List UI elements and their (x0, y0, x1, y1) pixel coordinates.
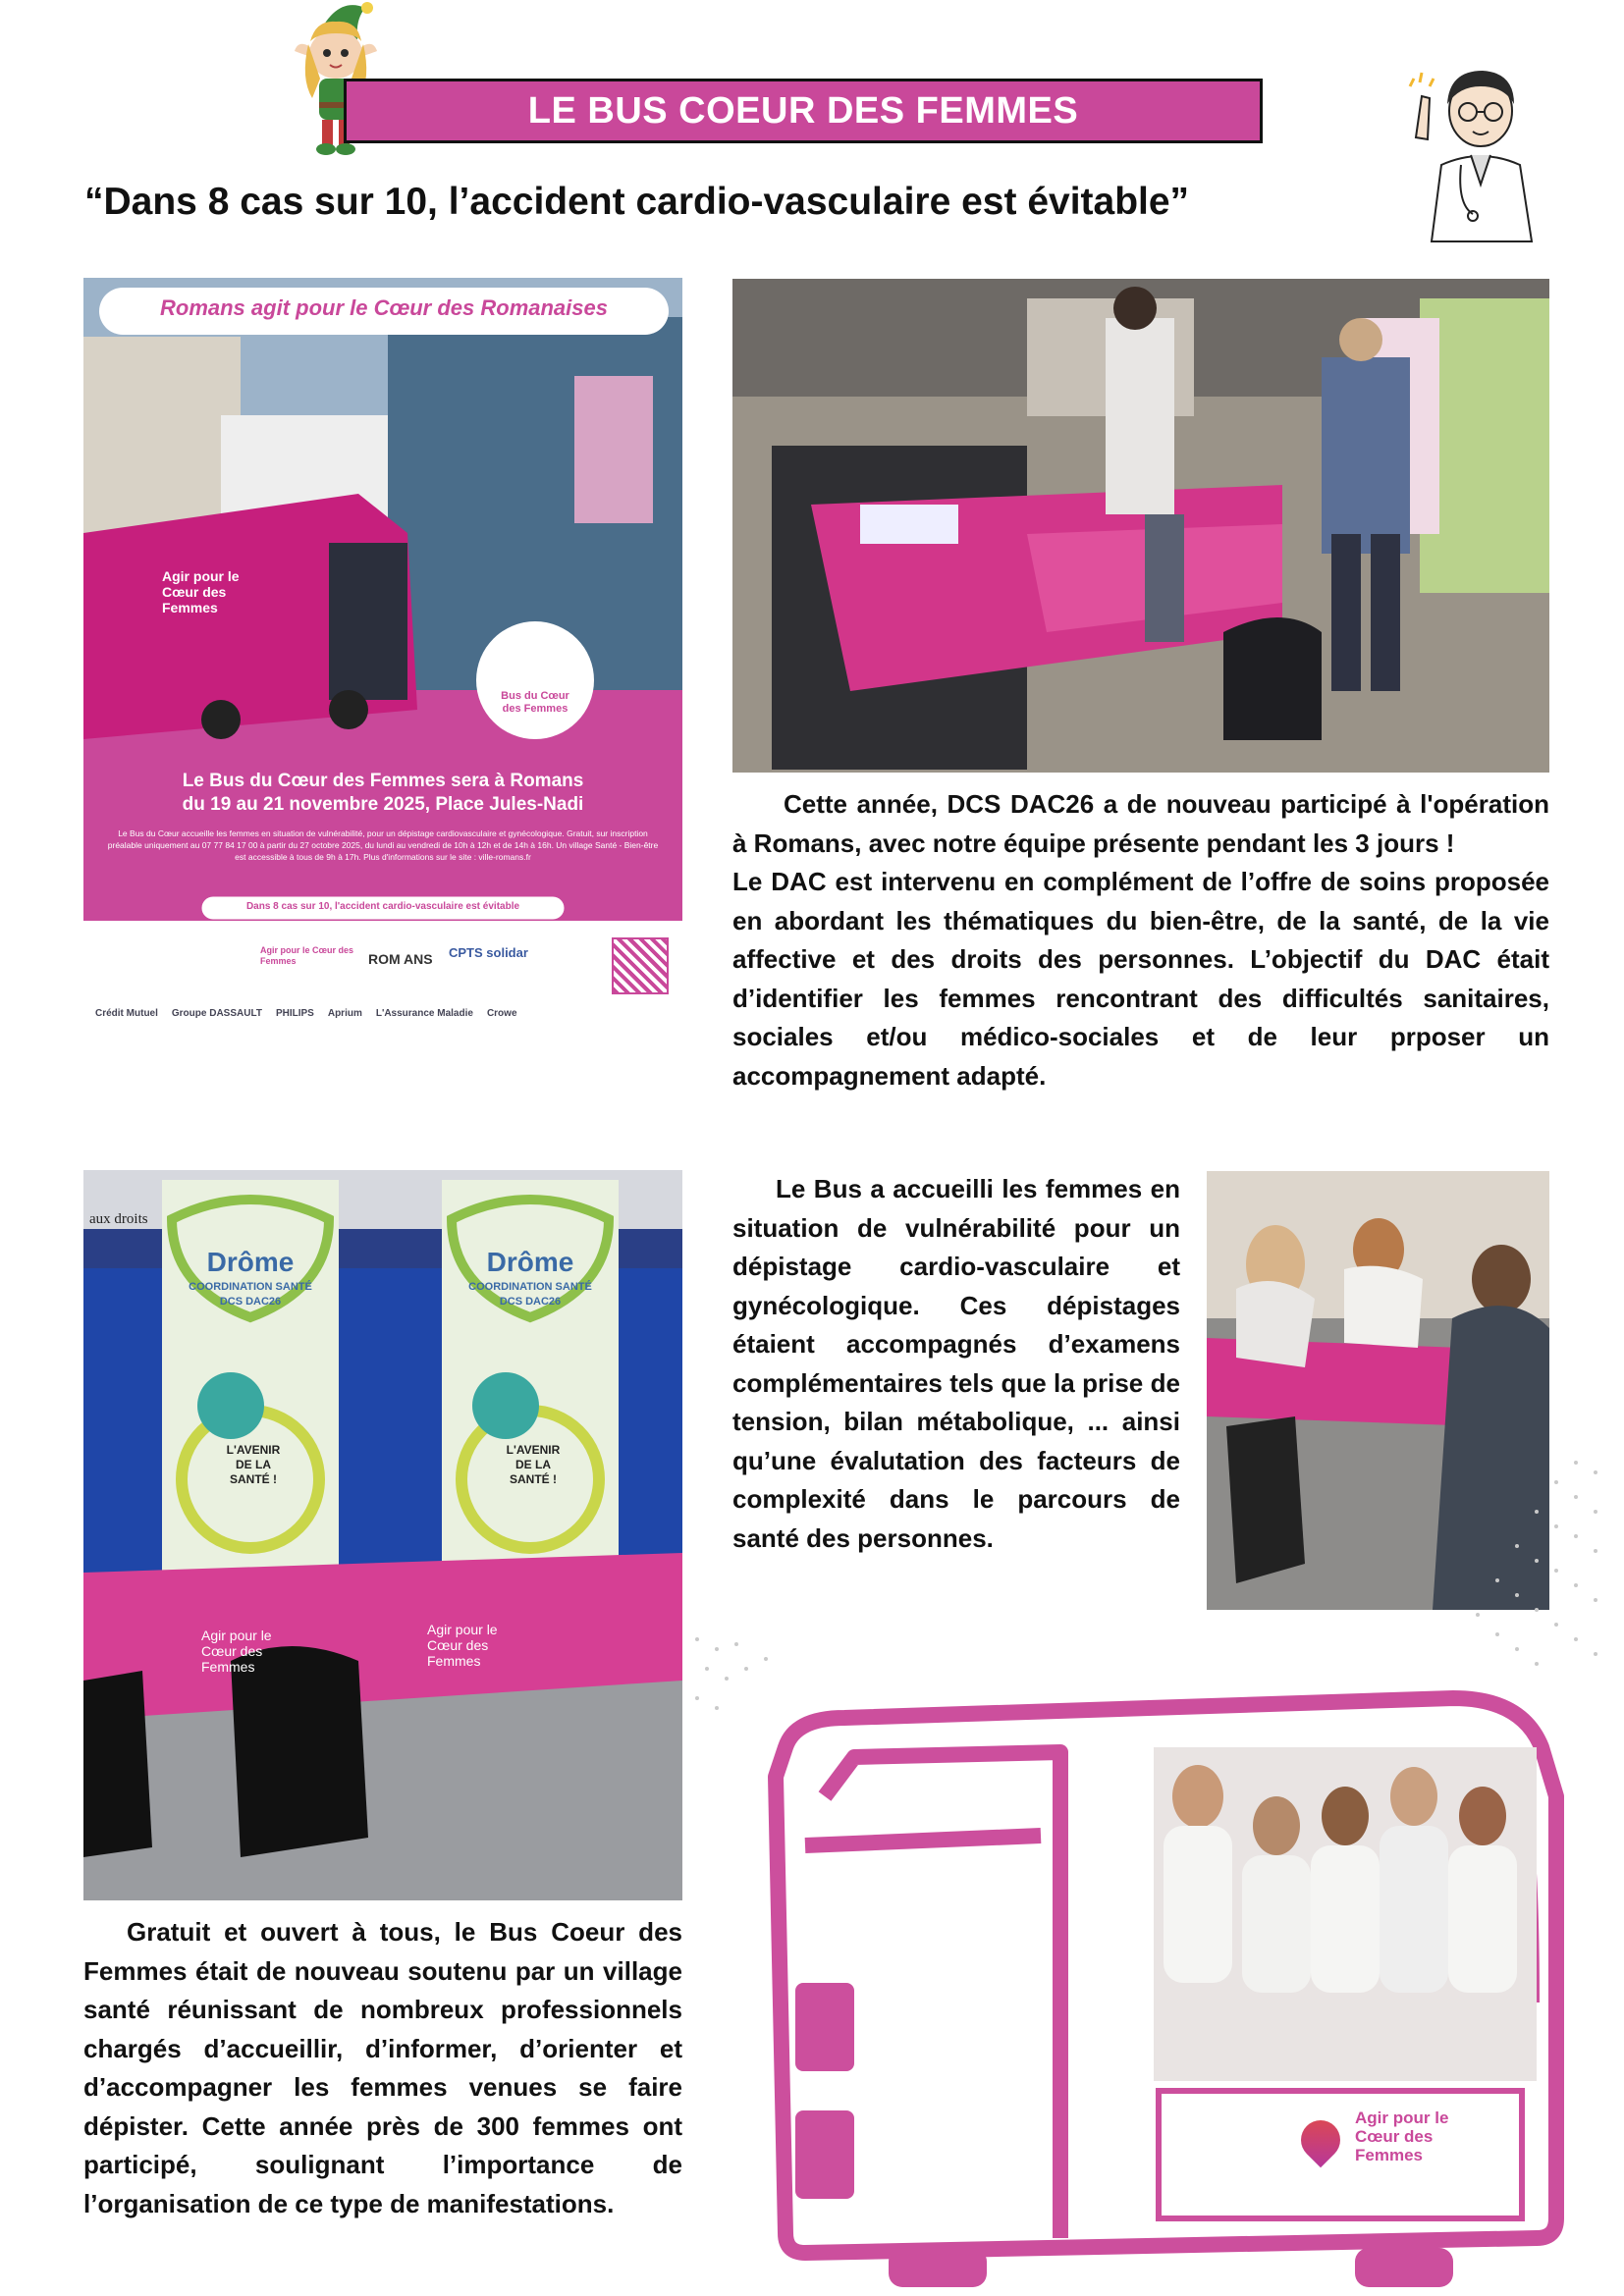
poster-bus-badge: Bus du Cœur des Femmes (501, 690, 569, 715)
event-poster (83, 278, 682, 1145)
paragraph-text: Le DAC est intervenu en complément de l’offre de soins proposée en abordant les thématiques du bien-être, de la santé, de la vie affective et des droits des personnes. L’objectif du DAC était d’identifier les femmes rencontrant des difficultés sanitaires, sociales et/ou médico-sociales et de leur prposer un accompagnement adapté. (732, 867, 1549, 1091)
poster-title-1: Le Bus du Cœur des Femmes sera à Romans (182, 771, 584, 791)
quote-headline: “Dans 8 cas sur 10, l’accident cardio-vasculaire est évitable” (84, 181, 1190, 223)
banner-subtitle-left: COORDINATION SANTÉ (189, 1281, 312, 1293)
paragraph-text: Cette année, DCS DAC26 a de nouveau participé à l'opération à Romans, avec notre équipe présente pendant les 3 jours ! (732, 789, 1549, 858)
bus-outline-artwork (766, 1688, 1591, 2287)
partner-logo: Aprium (327, 1008, 362, 1019)
banner-slogan-left: L'AVENIR DE LA SANTÉ ! (226, 1443, 281, 1486)
page-title: LE BUS COEUR DES FEMMES (527, 89, 1079, 132)
partner-logo: PHILIPS (275, 1008, 314, 1019)
bus-graphic (766, 1688, 1591, 2287)
poster-bus-side: Agir pour le Cœur des Femmes (162, 568, 240, 615)
poster-logo-1: Agir pour le Cœur des Femmes (260, 945, 354, 966)
poster-tagline: Dans 8 cas sur 10, l'accident cardio-vasculaire est évitable (245, 901, 520, 912)
poster-title-2: du 19 au 21 novembre 2025, Place Jules-Nadi (182, 794, 584, 815)
banner-corner-text: aux droits (89, 1211, 148, 1227)
poster-logo-3: CPTS solidar (449, 945, 528, 960)
stand-photo-artwork (83, 1170, 682, 1900)
partner-logo: L'Assurance Maladie (375, 1008, 473, 1019)
qr-code-icon (612, 937, 669, 994)
bus-logo-text: Agir pour le Cœur des Femmes (1355, 2109, 1449, 2164)
poster-logo-2: ROM ANS (368, 951, 433, 967)
banner-title-left: Drôme (206, 1247, 295, 1277)
partner-logo: Crowe (486, 1008, 517, 1019)
title-banner (344, 79, 1263, 143)
stand-photo (83, 1170, 682, 1900)
doctor-illustration (1402, 57, 1559, 243)
poster-headline: Romans agit pour le Cœur des Romanaises (160, 295, 608, 320)
banner-subtitle-right: COORDINATION SANTÉ (468, 1281, 592, 1293)
partner-logos (95, 1008, 671, 1019)
paragraph-dac-participation (732, 785, 1549, 1095)
paragraph-screening (732, 1170, 1180, 1558)
event-hall-photo (732, 279, 1549, 773)
poster-body: Le Bus du Cœur accueille les femmes en situation de vulnérabilité, pour un dépistage cardiovasculaire et gynécologique. Gratuit, sur inscription préalable uniquement au 07 77 84 17 00 à partir du 27 octobre 2025, du lundi au vendredi de 10h à 12h et de 14h à 16h. Un village Santé - Bien-être est accessible à tous de 9h à 17h. Plus d'informations sur le site : ville-romans.fr (107, 828, 659, 862)
hall-photo-artwork (732, 279, 1549, 773)
tablecloth-logo-right: Agir pour le Cœur des Femmes (427, 1622, 498, 1669)
banner-subtitle2-right: DCS DAC26 (499, 1296, 562, 1308)
paragraph-text: Gratuit et ouvert à tous, le Bus Coeur des Femmes était de nouveau soutenu par un village santé réunissant de nombreux professionnels chargés d’accueillir, d’informer, d’orienter et d’accompagner les femmes venues se faire dépister. Cette année près de 300 femmes ont participé, soulignant l’importance de l’organisation de ce type de manifestations. (83, 1917, 682, 2218)
tablecloth-logo-left: Agir pour le Cœur des Femmes (201, 1628, 272, 1675)
partner-logo: Crédit Mutuel (95, 1008, 158, 1019)
banner-subtitle2-left: DCS DAC26 (219, 1296, 282, 1308)
banner-title-right: Drôme (486, 1247, 574, 1277)
paragraph-text: Le Bus a accueilli les femmes en situation de vulnérabilité pour un dépistage cardio-vasculaire et gynécologique. Ces dépistages étaient accompagnés d’examens complémentaires tels que la prise de tension, bilan métabolique, ... ainsi qu’une évalutation des facteurs de complexité dans le parcours de santé des personnes. (732, 1174, 1180, 1553)
paragraph-village-sante (83, 1913, 682, 2223)
partner-logo: Groupe DASSAULT (171, 1008, 262, 1019)
banner-slogan-right: L'AVENIR DE LA SANTÉ ! (506, 1443, 561, 1486)
